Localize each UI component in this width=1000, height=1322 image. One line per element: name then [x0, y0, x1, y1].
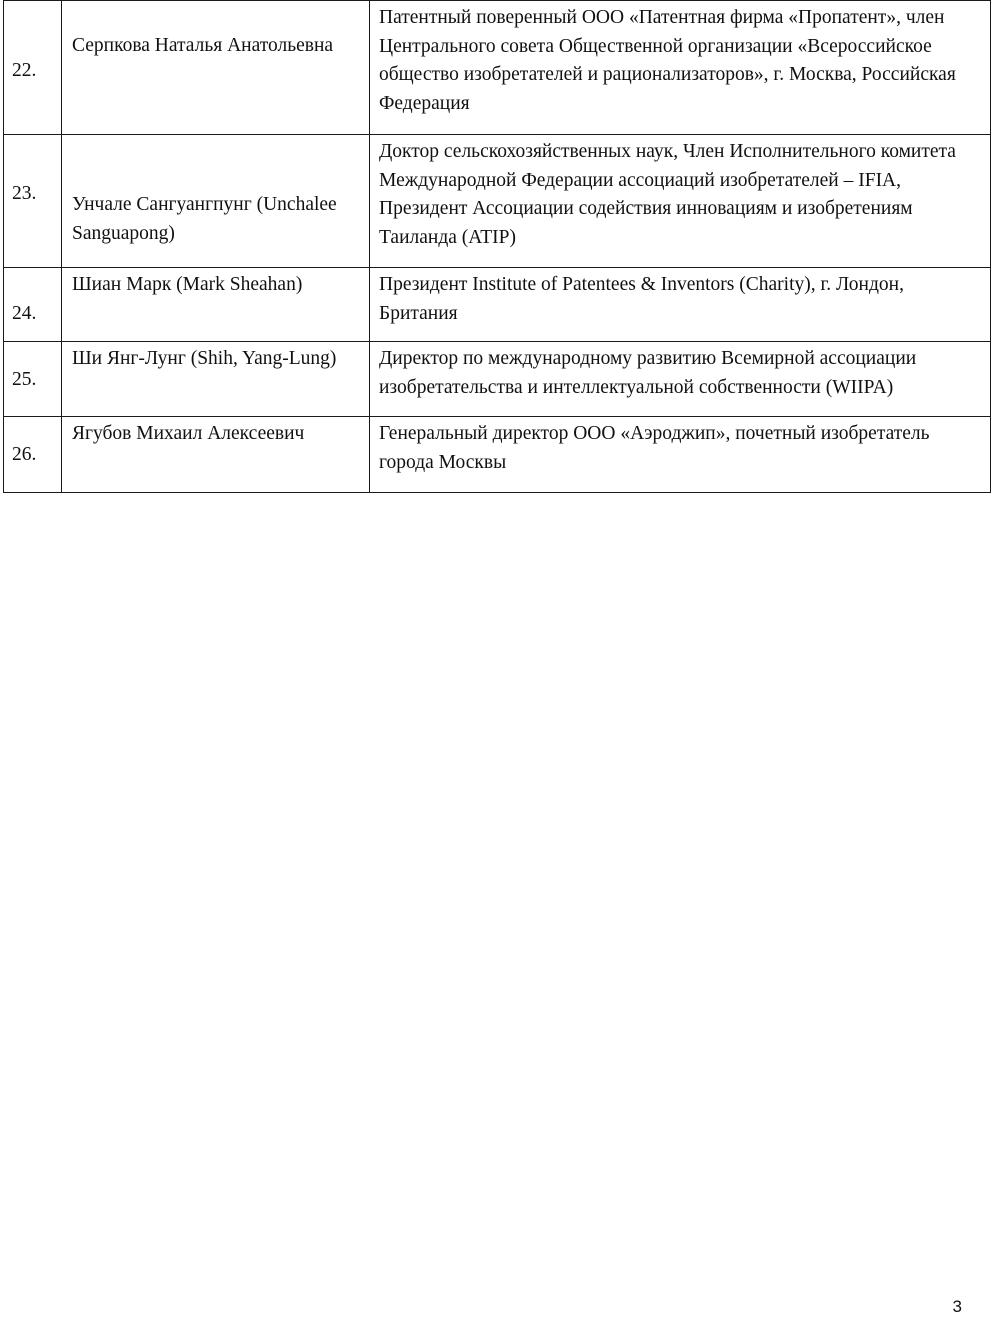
member-description: Патентный поверенный ООО «Патентная фирма «Пропатент», член Центрального совета Общественной организации «Всероссийское общество изобретателей и рационализаторов», г. Москва, Российская Федерация: [370, 1, 991, 135]
row-number: 23.: [4, 135, 62, 268]
member-description: Доктор сельскохозяйственных наук, Член Исполнительного комитета Международной Федерации ассоциаций изобретателей – IFIA, Президент Ассоциации содействия инновациям и изобретениям Таиланда (ATIP): [370, 135, 991, 268]
row-number: 24.: [4, 268, 62, 342]
member-name: Унчале Сангуангпунг (Unchalee Sanguapong): [62, 135, 370, 268]
member-name: Серпкова Наталья Анатольевна: [62, 1, 370, 135]
member-name: Ши Янг-Лунг (Shih, Yang-Lung): [62, 342, 370, 417]
member-description: Генеральный директор ООО «Аэроджип», почетный изобретатель города Москвы: [370, 417, 991, 493]
row-number: 26.: [4, 417, 62, 493]
table-row: [4, 417, 991, 493]
member-name: Шиан Марк (Mark Sheahan): [62, 268, 370, 342]
row-number: 22.: [4, 1, 62, 135]
table-row: [4, 135, 991, 268]
row-number: 25.: [4, 342, 62, 417]
member-name: Ягубов Михаил Алексеевич: [62, 417, 370, 493]
table-row: [4, 268, 991, 342]
table-row: [4, 342, 991, 417]
member-description: Директор по международному развитию Всемирной ассоциации изобретательства и интеллектуальной собственности (WIIPA): [370, 342, 991, 417]
page-number: 3: [952, 1297, 962, 1316]
member-description: Президент Institute of Patentees & Inventors (Charity), г. Лондон, Британия: [370, 268, 991, 342]
table-row: [4, 1, 991, 135]
members-table: [3, 0, 991, 493]
